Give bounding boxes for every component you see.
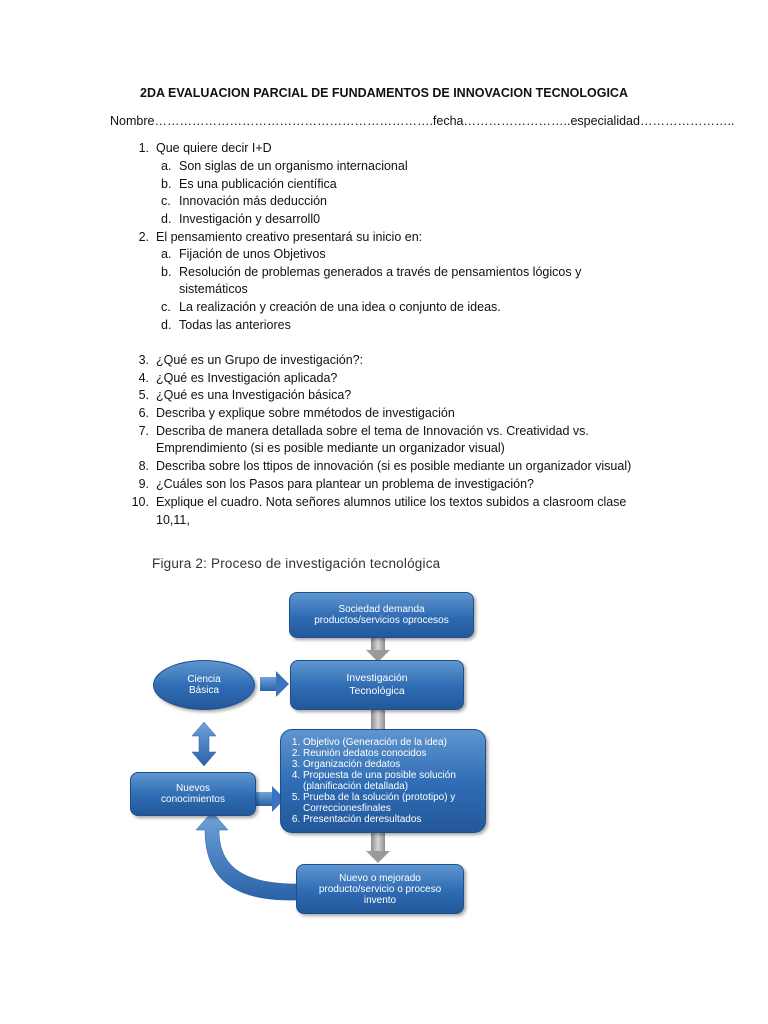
question-number: 5. [138, 388, 149, 402]
box-sociedad [289, 592, 474, 638]
option-text: Es una publicación científica [179, 177, 337, 191]
question-number: 10. [131, 495, 149, 509]
option-letter: c. [161, 194, 171, 208]
question-text: ¿Qué es Investigación aplicada? [156, 371, 338, 385]
arrow-sociedad-to-investigacion-icon [366, 636, 390, 662]
box-sociedad-label: Sociedad demanda productos/servicios oprocesos [314, 604, 449, 626]
step-item: 5. Prueba de la solución (prototipo) y Correccionesfinales [303, 792, 485, 814]
exam-title: 2DA EVALUACION PARCIAL DE FUNDAMENTOS DE INNOVACION TECNOLOGICA [140, 86, 628, 100]
option-text: Resolución de problemas generados a través de pensamientos lógicos y [179, 265, 582, 279]
double-arrow-ciencia-nuevos-icon [192, 722, 216, 766]
question-number: 4. [138, 371, 149, 385]
name-date-specialty-line: Nombre………………………………………………………….fecha……………………..especialidad………………….. [110, 114, 735, 128]
question-number: 6. [138, 406, 149, 420]
box-nuevos-label: Nuevos conocimientos [161, 783, 225, 805]
question-number: 7. [138, 424, 149, 438]
box-nuevos-conocimientos [130, 772, 256, 816]
option-text: Innovación más deducción [179, 194, 328, 208]
box-investigacion-tecnologica [290, 660, 464, 710]
option-text: Fijación de unos Objetivos [179, 247, 326, 261]
question-text: ¿Qué es un Grupo de investigación?: [156, 353, 364, 367]
option-text: Investigación y desarroll0 [179, 212, 321, 226]
step-item: 6. Presentación deresultados [303, 814, 485, 825]
option-letter: d. [161, 212, 172, 226]
option-letter: d. [161, 318, 172, 332]
option-letter: c. [161, 300, 171, 314]
question-text: ¿Cuáles son los Pasos para plantear un problema de investigación? [156, 477, 535, 491]
option-letter: a. [161, 247, 172, 261]
option-2b-continuation: sistemáticos [179, 282, 248, 296]
question-text: Explique el cuadro. Nota señores alumnos utilice los textos subidos a clasroom clase [156, 495, 627, 509]
step-item: 2. Reunión dedatos conocidos [303, 748, 485, 759]
box-investigacion-label: Investigación Tecnológica [346, 672, 408, 697]
box-nuevo-label: Nuevo o mejorado producto/servicio o proceso invento [318, 872, 442, 906]
question-number: 3. [138, 353, 149, 367]
question-text: Describa y explique sobre mmétodos de investigación [156, 406, 455, 420]
question-7-continuation: Emprendimiento (si es posible mediante un organizador visual) [156, 441, 505, 455]
option-text: Son siglas de un organismo internacional [179, 159, 408, 173]
steps-list [281, 737, 485, 825]
arrow-investigacion-to-steps-icon [371, 709, 385, 731]
arrow-steps-to-nuevo-icon [366, 829, 390, 863]
box-nuevo-producto [296, 864, 464, 914]
question-10-continuation: 10,11, [156, 513, 190, 527]
step-item: 1. Objetivo (Generación de la idea) [303, 737, 485, 748]
question-number: 8. [138, 459, 149, 473]
option-text: La realización y creación de una idea o conjunto de ideas. [179, 300, 501, 314]
question-number: 9. [138, 477, 149, 491]
box-steps [280, 729, 486, 833]
question-text: El pensamiento creativo presentará su inicio en: [156, 230, 423, 244]
question-number: 1. [138, 141, 149, 155]
option-text: Todas las anteriores [179, 318, 291, 332]
question-text: Describa de manera detallada sobre el tema de Innovación vs. Creatividad vs. [156, 424, 589, 438]
box-ciencia-basica [153, 660, 255, 710]
option-letter: b. [161, 177, 172, 191]
figure-title: Figura 2: Proceso de investigación tecnológica [152, 556, 441, 571]
question-text: Que quiere decir I+D [156, 141, 272, 155]
question-number: 2. [138, 230, 149, 244]
step-item: 3. Organización dedatos [303, 759, 485, 770]
question-text: ¿Qué es una Investigación básica? [156, 388, 352, 402]
arrow-ciencia-to-investigacion-icon [260, 671, 289, 697]
option-letter: b. [161, 265, 172, 279]
question-text: Describa sobre los ttipos de innovación (si es posible mediante un organizador visual) [156, 459, 632, 473]
step-item: 4. Propuesta de una posible solución (planificación detallada) [303, 770, 485, 792]
box-ciencia-label: Ciencia Básica [187, 674, 221, 696]
option-letter: a. [161, 159, 172, 173]
